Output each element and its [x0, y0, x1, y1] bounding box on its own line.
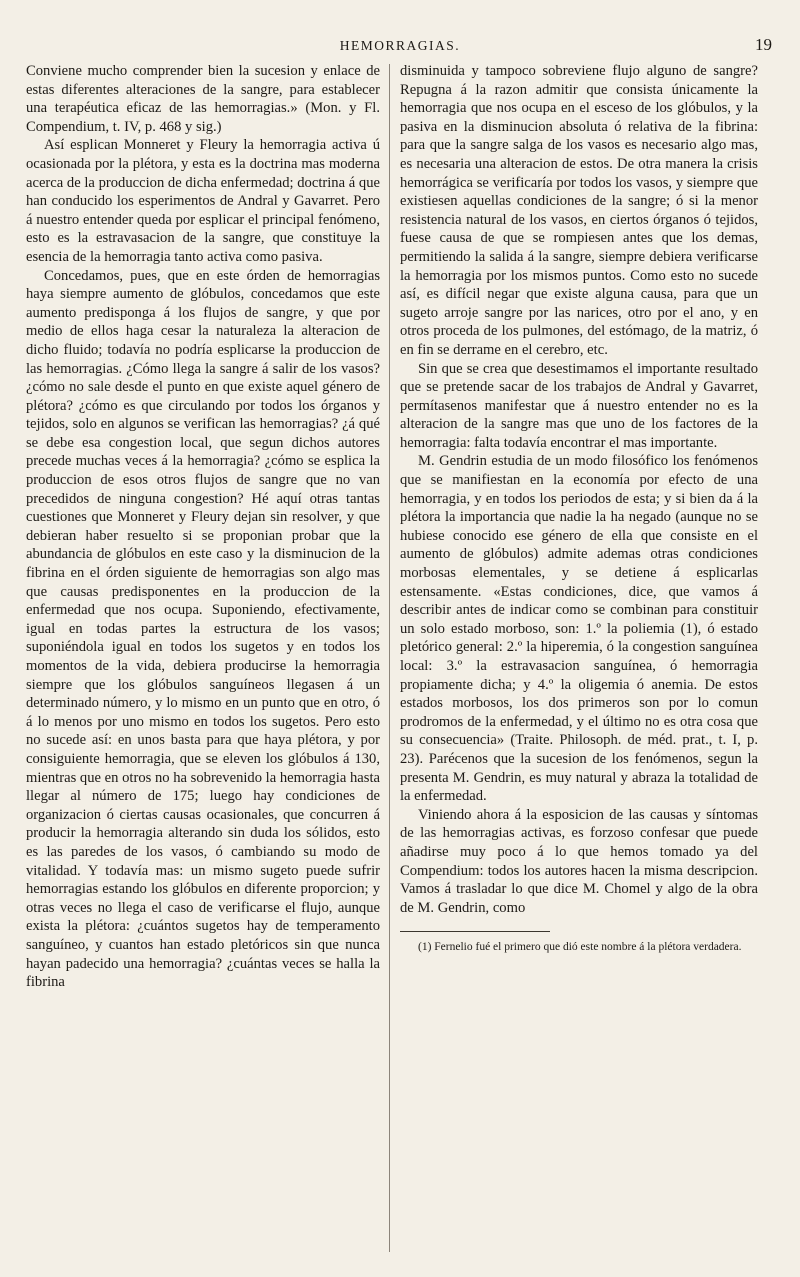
paragraph: Concedamos, pues, que en este órden de hemorragias haya siempre aumento de glóbulos, concedamos que este aumento predisponga á los flujos de sangre, y que por medio de ellos haga cesar la naturaleza la alteracion de dicho fluido; todavía no podría esplicarse la produccion de las hemorragias. ¿Cómo llega la sangre á salir de los vasos? ¿cómo no sale desde el punto en que existe aquel género de plétora? ¿cómo es que circulando por todos los órganos y tejidos, solo en algunos se verifican las hemorragias? ¿á qué se debe esa congestion local, que segun dichos autores precede muchas veces á la hemorragia? ¿cómo se esplica la produccion de esos otros flujos de sangre que no van precedidos de ninguna congestion? Hé aquí otras tantas cuestiones que Monneret y Fleury dejan sin resolver, y que debieran haber resuelto si se proponian probar que la abundancia de glóbulos en este caso y la disminucion de la fibrina en el órden siguiente de hemorragias son algo mas que causas predisponentes en la produccion de la enfermedad que nos ocupa. Suponiendo, efectivamente, igual en todas partes la estructura de los vasos; suponiéndola igual en todos los sugetos y en todos los momentos de la vida, debiera producirse la hemorragia siempre que los glóbulos sanguíneos llegasen á un determinado número, y lo mismo en un punto que en otro, ó á lo menos por uno mismo en todos los sugetos. Pero esto no sucede así: en unos basta para que haya plétora, y por consiguiente hemorragia, que se eleven los glóbulos á 130, mientras que en otros no ha sobrevenido la hemorragia hasta llegar al número de 175; luego hay condiciones de organizacion ó ciertas causas ocasionales, que concurren á producir la hemorragia alterando sin duda los sólidos, esto es las paredes de los vasos, ó cambiando su modo de vitalidad. Y todavía mas: un mismo sugeto puede sufrir hemorragias estando los glóbulos en diferente proporcion; y otras veces no llega el caso de verificarse el flujo, aunque exista la plétora: ¿cuántos sugetos hay de temperamento sanguíneo, y cuantos han estado pletóricos sin que nunca hayan padecido una hemorragia? ¿cuántas veces se halla la fibrina	[26, 267, 380, 991]
paragraph: Viniendo ahora á la esposicion de las causas y síntomas de las hemorragias activas, es forzoso confesar que puede añadirse muy poco á lo que hemos tomado ya del Compendium: todos los autores hacen la misma descripcion. Vamos á trasladar lo que dice M. Chomel y algo de la obra de M. Gendrin, como	[400, 806, 758, 916]
paragraph: M. Gendrin estudia de un modo filosófico los fenómenos que se manifiestan en la economía por efecto de una hemorragia, y en todos los periodos de esta; y si bien da á la plétora la importancia que nadie la ha negado (aunque no se hubiese conocido ese género de ella que consiste en el aumento de glóbulos) admite ademas otras condiciones morbosas elementales, y se detiene á esplicarlas estensamente. «Estas condiciones, dice, que vamos á describir antes de indicar como se combinan para constituir un solo estado morboso, son: 1.º la poliemia (1), ó estado pletórico general: 2.º la hiperemia, ó la congestion sanguínea local: 3.º la estravasacion sanguínea, ó hemorragia propiamente dicha; y 4.º la oligemia ó anemia. De estos estados morbosos, los dos primeros son por lo comun prodromos de la enfermedad, y el último no es otra cosa que su consecuencia» (Traite. Philosoph. de méd. prat., t. I, p. 23). Parécenos que la sucesion de los fenómenos, segun la presenta M. Gendrin, es muy natural y abraza la totalidad de la enfermedad.	[400, 453, 758, 805]
paragraph: Conviene mucho comprender bien la sucesion y enlace de estas diferentes alteraciones de la sangre, para establecer una terapéutica eficaz de las hemorragias.» (Mon. y Fl. Compendium, t. IV, p. 468 y sig.)	[26, 63, 380, 135]
running-head-title: HEMORRAGIAS.	[339, 38, 461, 53]
column-divider	[389, 64, 390, 1252]
running-head	[0, 35, 800, 58]
paragraph: Así esplican Monneret y Fleury la hemorragia activa ú ocasionada por la plétora, y esta es la doctrina mas moderna acerca de la produccion de dicha enfermedad; doctrina á que han conducido los esperimentos de Andral y Gavarret. Pero á nuestro entender queda por esplicar el principal fenómeno, esto es la estravasacion de la sangre, que constituye la esencia de la hemorragia tanto activa como pasiva.	[26, 137, 380, 265]
footnote: (1) Fernelio fué el primero que dió este nombre á la plétora verdadera.	[418, 941, 742, 954]
left-column	[26, 62, 380, 992]
footnote-rule	[400, 931, 550, 932]
page-number: 19	[755, 35, 772, 54]
paragraph: disminuida y tampoco sobreviene flujo alguno de sangre? Repugna á la razon admitir que consista únicamente la hemorragia que nos ocupa en el esceso de los glóbulos, y la pasiva en la disminucion absoluta ó relativa de la fibrina: para que la sangre salga de los vasos es necesario algo mas, es necesaria una alteracion de estos. De otra manera la crisis hemorrágica se verificaría por todos los vasos, y siempre que existiesen aquellas condiciones de la sangre; ó si la menor resistencia natural de los vasos, en ciertos órganos ó tejidos, fuese causa de que se rompiesen antes que los demas, permitiendo la salida á la sangre, siempre debiera verificarse la hemorragia por los mismos puntos. Como esto no sucede así, es difícil negar que existe alguna causa, para que un sugeto arroje sangre por las narices, otro por el ano, y en otros proceda de los pulmones, del estómago, de la matriz, ó en fin se derrame en el cerebro, etc.	[400, 63, 758, 358]
right-column	[400, 62, 758, 954]
paragraph: Sin que se crea que desestimamos el importante resultado que se pretende sacar de los trabajos de Andral y Gavarret, permítasenos manifestar que á nuestro entender no es la alteracion de la sangre mas que uno de los factores de la hemorragia: falta todavía encontrar el mas importante.	[400, 360, 758, 451]
